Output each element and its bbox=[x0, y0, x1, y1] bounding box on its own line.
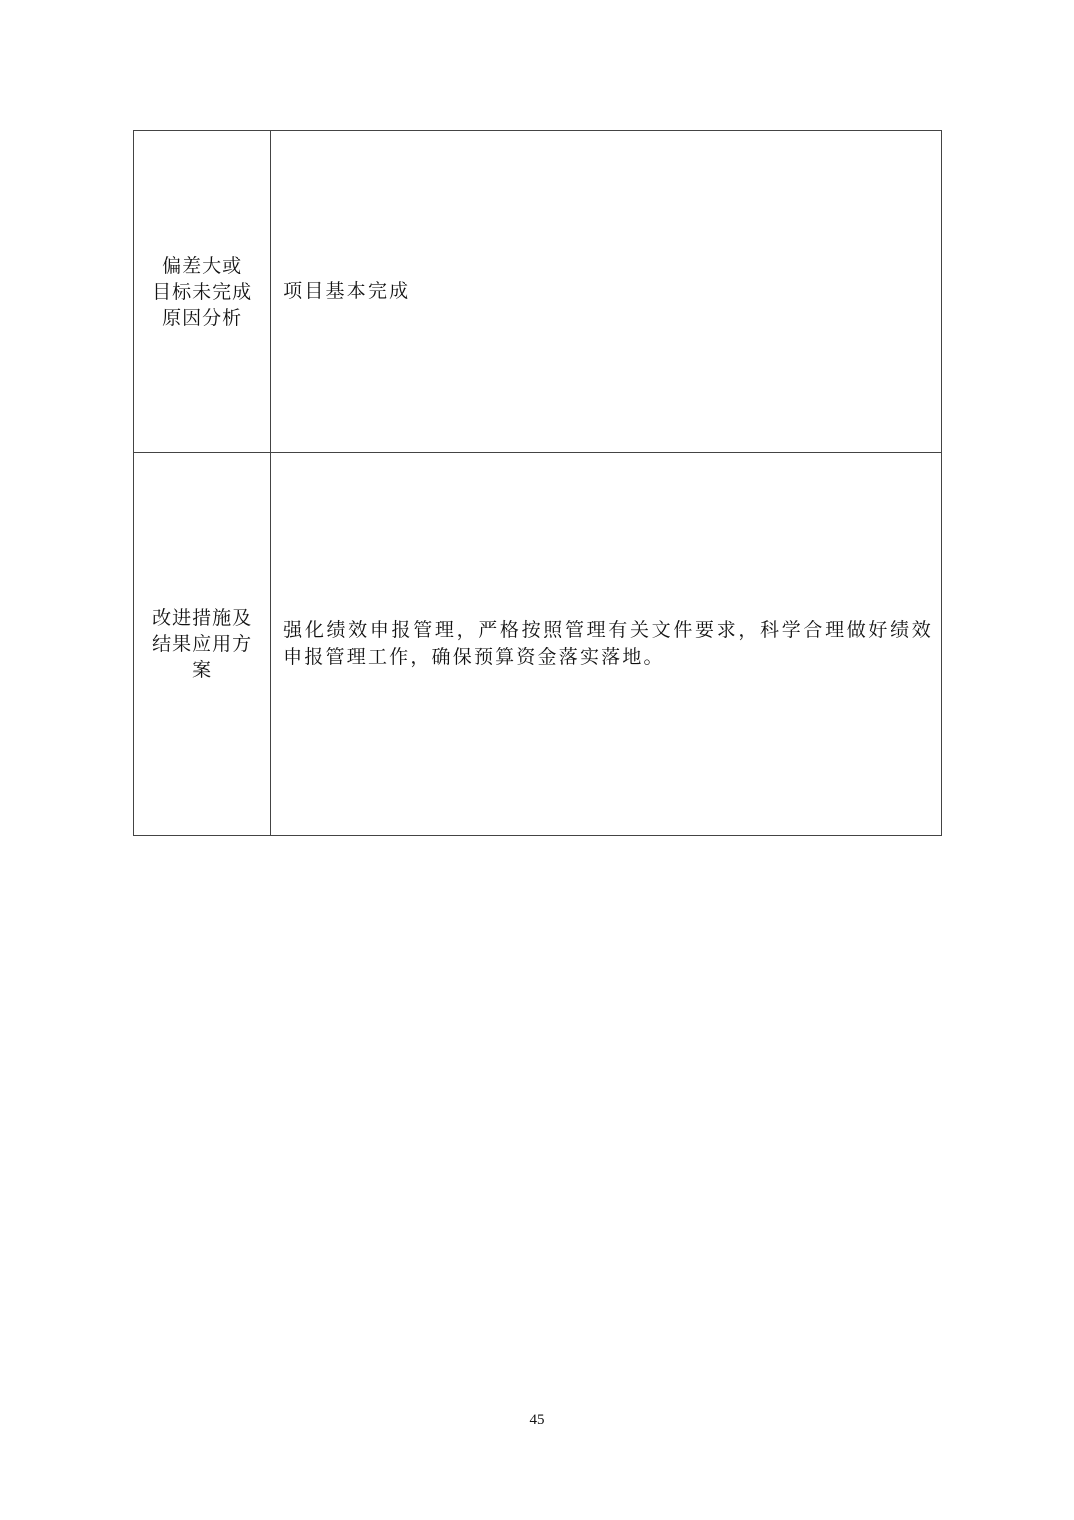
table-row bbox=[134, 131, 942, 453]
improvement-measures-value bbox=[271, 453, 942, 836]
cell-text: 强化绩效申报管理，严格按照管理有关文件要求，科学合理做好绩效申报管理工作，确保预算资金落实落地。 bbox=[283, 619, 933, 668]
label-line: 目标未完成 bbox=[152, 280, 253, 303]
cell-text: 项目基本完成 bbox=[283, 280, 411, 302]
page-number: 45 bbox=[529, 1412, 545, 1428]
deviation-analysis-label bbox=[134, 131, 271, 453]
deviation-analysis-value bbox=[271, 131, 942, 453]
label-line: 案 bbox=[192, 659, 213, 681]
performance-table bbox=[133, 130, 942, 836]
label-line: 偏差大或 bbox=[162, 254, 243, 277]
table-row bbox=[134, 453, 942, 836]
label-line: 结果应用方 bbox=[152, 633, 253, 655]
label-line: 改进措施及 bbox=[152, 607, 253, 629]
label-line: 原因分析 bbox=[162, 306, 243, 329]
improvement-measures-label bbox=[134, 453, 271, 836]
